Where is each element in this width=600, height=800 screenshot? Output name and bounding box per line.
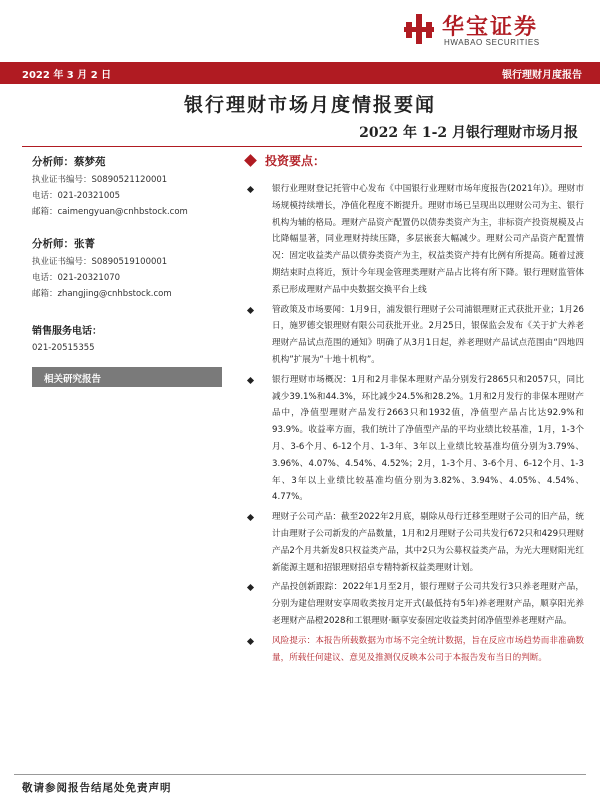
analyst-email[interactable]: 邮箱：zhangjing@cnhbstock.com <box>32 289 172 299</box>
analyst-phone: 电话：021-20321070 <box>32 273 121 283</box>
sales-phone: 021-20515355 <box>32 343 95 353</box>
key-points-section <box>244 152 584 669</box>
title-divider <box>22 146 582 147</box>
analyst-cert: 执业证书编号：S0890519100001 <box>32 257 168 267</box>
key-point-item: 管政策及市场要闻：1月9日，浦发银行理财子公司浦银理财正式获批开业；1月26日，施罗德交银理财有限公司获批开业。2月25日，银保监会发布《关于扩大养老理财产品试点范围的通知》明确了从3月1日起，养老理财产品试点范围由“四地四机构”扩展为“十地十机构”。 <box>244 302 584 369</box>
analyst-block <box>32 236 222 302</box>
diamond-icon <box>244 154 257 167</box>
analyst-sidebar <box>32 150 222 387</box>
brand-name-en: HWABAO SECURITIES <box>444 38 540 47</box>
sales-contact <box>32 322 222 353</box>
analyst-name: 分析师：张菁 <box>32 238 95 250</box>
report-date: 2022 年 3 月 2 日 <box>22 70 112 81</box>
page-subtitle: 2022 年 1-2 月银行理财市场月报 <box>359 125 578 141</box>
key-point-item: 银行理财市场概况：1月和2月非保本理财产品分别发行2865只和2057只，同比减少39.1%和44.3%，环比减少24.5%和28.2%。1月和2月发行的非保本理财产品中，净值型理财产品发行2663只和1932值，净值型产品占比达92.9%和93.9%。收益率方面，我们统计了净值型产品的平均业绩比较基准，1月，1-3个月、3-6个月、6-12个月、1-3年、3年以上业绩比较基准均值分别为3.79%、3.96%、4.07%、4.54%、4.52%；2月，1-3个月、3-6个月、6-12个月、1-3年、3年以上业绩比较基准均值分别为3.82%、3.94%、4.05%、4.54%、4.77%。 <box>244 372 584 506</box>
key-point-item: 理财子公司产品：截至2022年2月底，剔除从母行迁移至理财子公司的旧产品，统计由理财子公司新发的产品数量，1月和2月理财子公司共发行672只和429只理财产品2个月共新发8只权益类产品，其中2只为公募权益类产品，为光大理财阳光红新能源主题和招银理财招卓专精特新权益类理财计划。 <box>244 509 584 576</box>
key-points-title: 投资要点： <box>265 154 326 168</box>
page-title: 银行理财市场月度情报要闻 <box>183 94 436 116</box>
analyst-name: 分析师：蔡梦苑 <box>32 156 106 168</box>
footer-divider <box>14 774 586 775</box>
key-point-item: 产品投创新跟踪：2022年1月至2月，银行理财子公司共发行3只养老理财产品，分别为建信理财安享周收类按月定开式(最低持有5年)养老理财产品，顺享阳光养老理财产品橙2028和工银理财·颐享安泰固定收益类封闭净值型养老理财产品。 <box>244 579 584 629</box>
company-logo <box>402 8 592 52</box>
analyst-email[interactable]: 邮箱：caimengyuan@cnhbstock.com <box>32 207 188 217</box>
hwabao-logo-icon <box>402 12 436 46</box>
brand-name-cn: 华宝证券 <box>442 15 539 40</box>
footer-disclaimer: 敬请参阅报告结尾处免责声明 <box>22 782 172 794</box>
related-research-header: 相关研究报告 <box>32 367 222 387</box>
analyst-phone: 电话：021-20321005 <box>32 191 121 201</box>
analyst-cert: 执业证书编号：S0890521120001 <box>32 175 168 185</box>
sales-label: 销售服务电话： <box>32 326 102 337</box>
report-type: 银行理财月度报告 <box>502 70 582 81</box>
analyst-block <box>32 154 222 220</box>
header-bar <box>0 62 600 84</box>
key-points-header <box>244 152 584 169</box>
risk-warning: 风险提示：本报告所载数据为市场不完全统计数据，旨在反应市场趋势而非准确数量，所载任何建议、意见及推测仅反映本公司于本报告发布当日的判断。 <box>244 633 584 667</box>
key-point-item: 银行业理财登记托管中心发布《中国银行业理财市场年度报告(2021年)》。理财市场规模持续增长，净值化程度不断提升。理财市场已呈现出以理财公司为主、银行机构为辅的格局。理财产品资产配置仍以债券类资产为主，非标资产投资规模及占比降幅显著，同业理财持续压降，多层嵌套大幅减少。理财公司产品资产配置情况：固定收益类产品以债券类资产为主，权益类资产持有比例有所提高。随着过渡期结束时点将近，预计今年现金管理类理财产品占比将有所下降。银行理财监管体系已形成理财产品中央数据交换平台上线 <box>244 181 584 299</box>
